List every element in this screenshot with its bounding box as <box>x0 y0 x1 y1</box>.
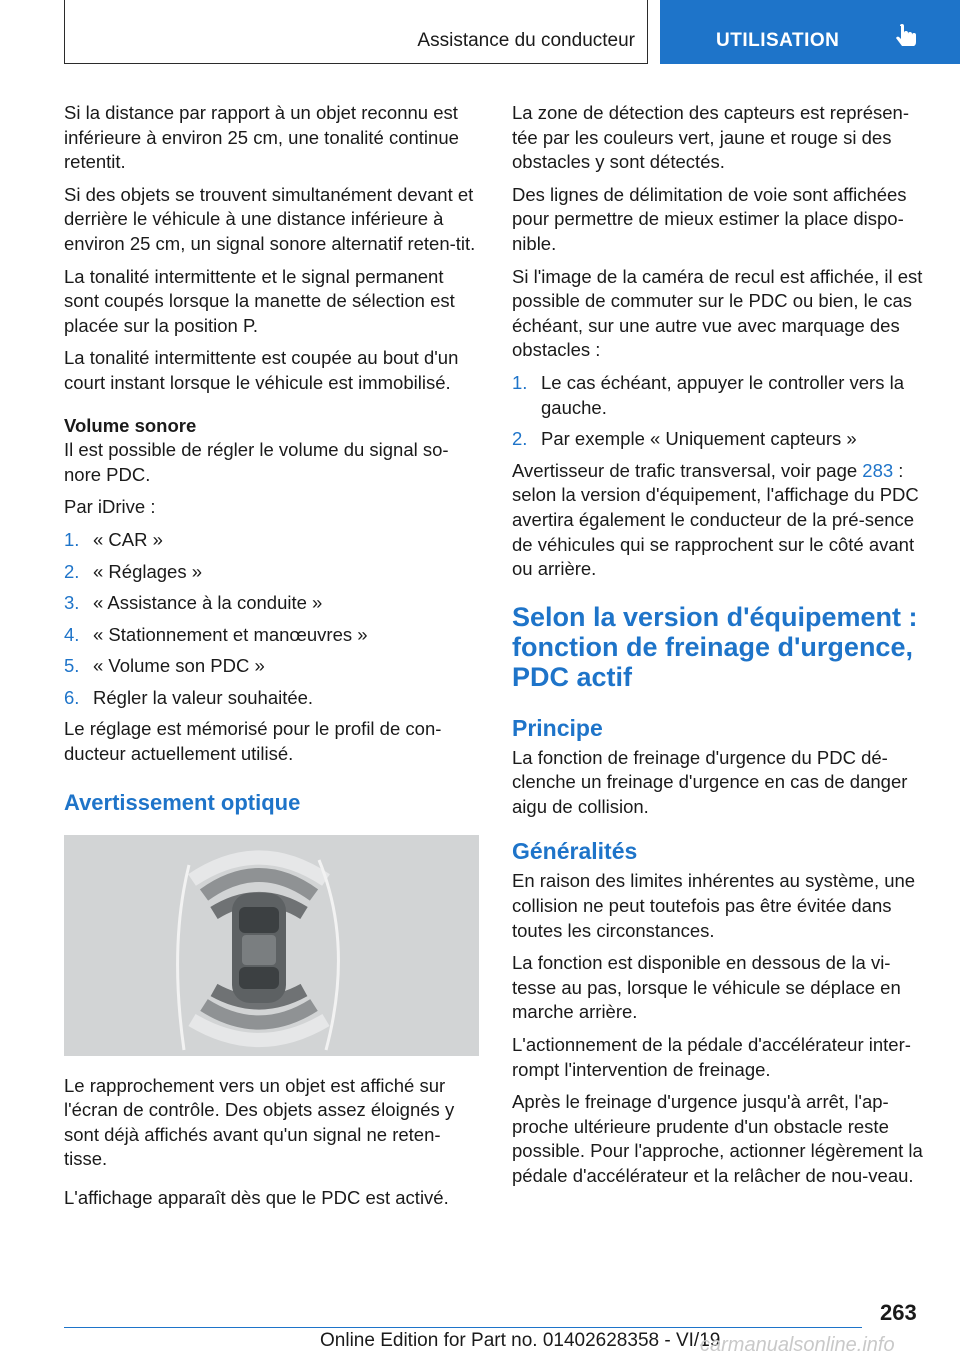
paragraph: La fonction est disponible en dessous de la vi‐tesse au pas, lorsque le véhicule se déplace en marche arrière. <box>512 952 901 1023</box>
paragraph: La fonction de freinage d'urgence du PDC dé‐clenche un freinage d'urgence en cas de danger aigu de collision. <box>512 746 908 817</box>
step-text: Par exemple « Uniquement capteurs » <box>541 428 857 450</box>
paragraph: Si l'image de la caméra de recul est affichée, il est possible de commuter sur le PDC ou bien, le cas échéant, sur une autre vue avec marquage des obstacles : <box>512 265 923 361</box>
list-item <box>512 371 930 420</box>
paragraph: Après le freinage d'urgence jusqu'à arrêt, l'ap‐proche ultérieure prudente d'un obstacle reste possible. Pour l'approche, actionner légèrement la pédale d'accélérateur et la relâcher de nou‐veau. <box>512 1091 923 1186</box>
step-text: « CAR » <box>93 528 163 550</box>
step-text: « Volume son PDC » <box>93 655 265 677</box>
paragraph <box>512 459 930 582</box>
optical-warning-heading: Avertissement optique <box>64 789 301 815</box>
idrive-steps-list <box>64 528 479 711</box>
text-span: : selon la version d'équipement, l'affichage du PDC avertira également le conducteur de la pré‐sence de véhicules qui se rapprochent sur le côté avant ou arrière. <box>512 459 919 580</box>
emergency-braking-heading: Selon la version d'équipement : fonction de freinage d'urgence, PDC actif <box>512 601 918 692</box>
list-item <box>64 654 479 679</box>
step-number: 2. <box>64 560 80 582</box>
list-item <box>64 591 479 616</box>
step-number: 4. <box>64 623 80 645</box>
step-number: 3. <box>64 592 80 614</box>
text-span: Avertisseur de trafic transversal, voir page <box>512 459 863 481</box>
step-text: « Assistance à la conduite » <box>93 592 323 614</box>
paragraph: L'actionnement de la pédale d'accélérateur inter‐rompt l'intervention de freinage. <box>512 1034 911 1080</box>
paragraph: La tonalité intermittente et le signal permanent sont coupés lorsque la manette de sélection est placée sur la position P. <box>64 265 455 336</box>
paragraph: La zone de détection des capteurs est représen‐tée par les couleurs vert, jaune et rouge si des obstacles y sont détectés. <box>512 102 909 173</box>
paragraph: Le rapprochement vers un objet est affiché sur l'écran de contrôle. Des objets assez éloignés y sont déjà affichés avant qu'un signal ne reten‐tisse. <box>64 1074 455 1170</box>
paragraph: Il est possible de régler le volume du signal so‐nore PDC. <box>64 439 449 485</box>
paragraph: Des lignes de délimitation de voie sont affichées pour permettre de mieux estimer la place dispo‐nible. <box>512 183 907 254</box>
step-number: 5. <box>64 655 80 677</box>
tab-label: UTILISATION <box>716 30 840 51</box>
pointing-hand-icon <box>896 24 918 52</box>
paragraph: Si des objets se trouvent simultanément devant et derrière le véhicule à une distance inférieure à environ 25 cm, un signal sonore alternatif reten‐tit. <box>64 183 476 254</box>
right-column <box>512 101 930 1197</box>
paragraph: L'affichage apparaît dès que le PDC est activé. <box>64 1187 449 1209</box>
pdc-display-illustration <box>64 835 479 1056</box>
step-number: 2. <box>512 428 528 450</box>
generalites-heading: Généralités <box>512 838 638 865</box>
header-section-box <box>64 0 648 64</box>
pdc-view-steps-list <box>512 371 930 452</box>
step-text: Régler la valeur souhaitée. <box>93 686 314 708</box>
paragraph: La tonalité intermittente est coupée au bout d'un court instant lorsque le véhicule est immobilisé. <box>64 347 459 393</box>
tab-utilisation[interactable] <box>660 0 960 64</box>
step-text: Le cas échéant, appuyer le controller vers la gauche. <box>541 371 905 418</box>
list-item <box>64 686 479 711</box>
paragraph: Si la distance par rapport à un objet reconnu est inférieure à environ 25 cm, une tonalité continue retentit. <box>64 102 459 173</box>
step-number: 6. <box>64 686 80 708</box>
footer-divider <box>64 1327 862 1328</box>
step-number: 1. <box>512 371 528 393</box>
page-number: 263 <box>880 1300 917 1325</box>
list-item <box>512 427 930 452</box>
step-text: « Réglages » <box>93 560 203 582</box>
volume-heading: Volume sonore <box>64 414 197 436</box>
edition-text: Online Edition for Part no. 01402628358 - VI/19 <box>320 1330 721 1351</box>
left-column <box>64 101 479 1219</box>
principe-heading: Principe <box>512 714 603 741</box>
step-number: 1. <box>64 528 80 550</box>
page-reference-link[interactable]: 283 <box>862 459 894 481</box>
list-item <box>64 623 479 648</box>
list-item <box>64 528 479 553</box>
section-title: Assistance du conducteur <box>417 30 635 51</box>
paragraph: Par iDrive : <box>64 496 156 518</box>
list-item <box>64 560 479 585</box>
paragraph: En raison des limites inhérentes au système, une collision ne peut toutefois pas être évitée dans toutes les circonstances. <box>512 870 916 941</box>
paragraph: Le réglage est mémorisé pour le profil de con‐ducteur actuellement utilisé. <box>64 718 442 765</box>
watermark: carmanualsonline.info <box>700 1334 895 1356</box>
step-text: « Stationnement et manœuvres » <box>93 623 368 645</box>
